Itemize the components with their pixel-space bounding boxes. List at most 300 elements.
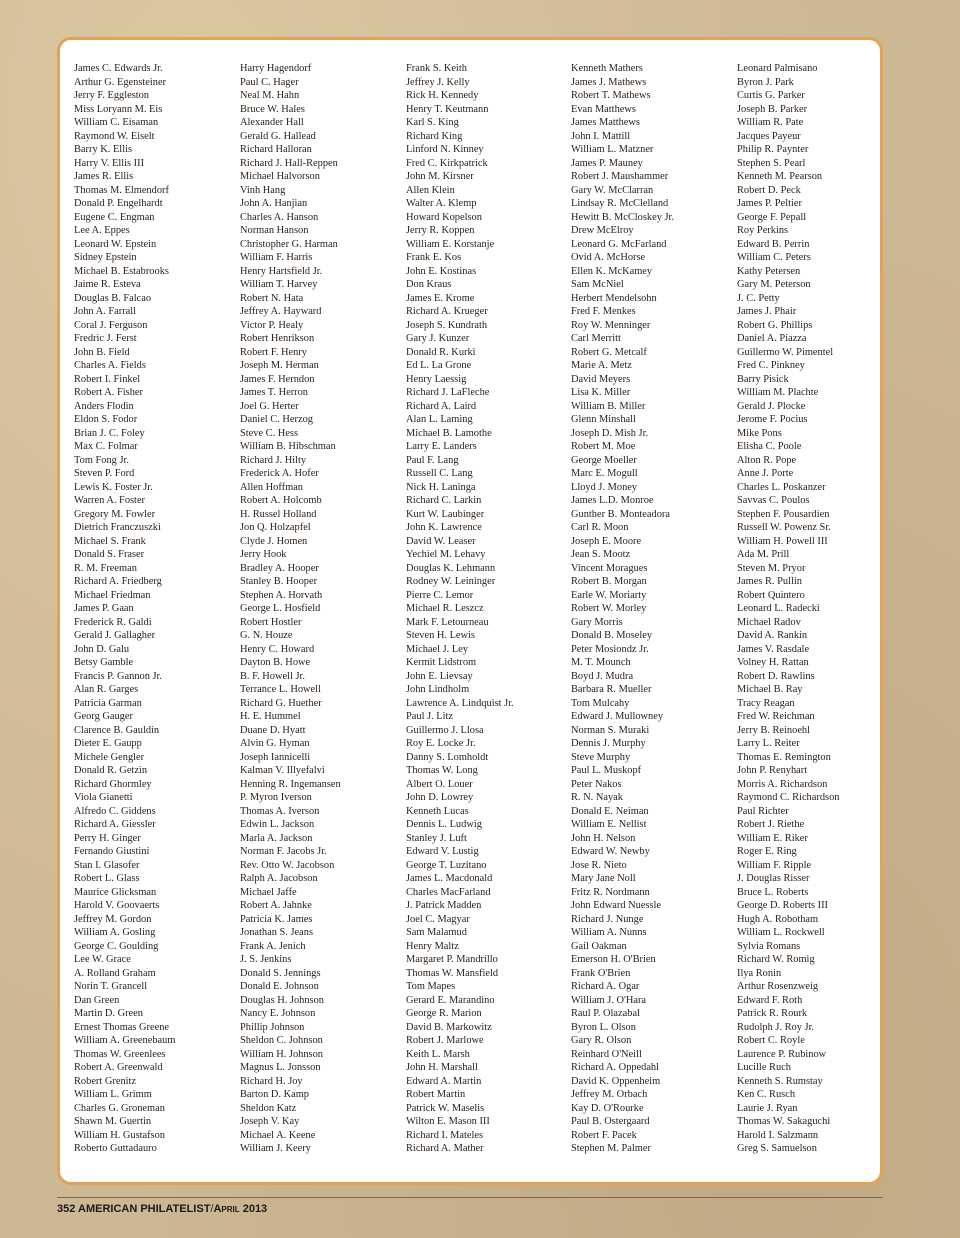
member-name: Warren A. Foster [74,495,146,506]
member-name: Thomas E. Remington [737,751,831,763]
member-name: Michael R. Leszcz [406,603,484,614]
member-name: Russell W. Powenz Sr. [737,522,831,533]
member-name: Thomas A. Iverson [240,805,320,817]
member-name: William L. Rockwell [737,927,825,938]
member-name: Fred C. Kirkpatrick [406,157,488,169]
member-name: James C. Edwards Jr. [74,63,163,74]
member-name: Dennis L. Ludwig [406,819,482,830]
member-name: Lawrence A. Lindquist Jr. [406,697,514,709]
member-name: Douglas K. Lehmann [406,562,496,574]
member-name: Frank A. Jenich [240,940,306,952]
member-name: George Moeller [571,454,637,466]
member-name: Kurt W. Laubinger [406,508,485,520]
member-name: Margaret P. Mandrillo [406,954,498,965]
member-name: Larry L. Reiter [737,738,800,749]
member-name: Norman S. Muraki [571,724,650,736]
member-name: Richard Halloran [240,144,312,155]
member-name: Miss Loryann M. Eis [74,103,163,115]
member-name: Frank O'Brien [571,967,631,979]
member-name: Pierre C. Lemor [406,589,474,601]
member-name: Gary R. Olson [571,1035,632,1046]
member-name: Neal M. Hahn [240,90,300,101]
member-name: Boyd J. Mudra [571,670,634,682]
member-name: Joseph E. Moore [571,535,642,547]
member-name: Roger E. Ring [737,846,797,857]
member-name: Kathy Petersen [737,265,801,277]
member-name: Leonard Palmisano [737,63,818,74]
member-name: Morris A. Richardson [737,778,828,790]
name-column-1 [74,62,175,1156]
member-name: Robert M. Moe [571,441,636,452]
member-name: James E. Krome [406,292,475,304]
member-name: Leonard G. McFarland [571,238,667,250]
member-name: Keith L. Marsh [406,1048,470,1060]
member-name: Robert Hostler [240,616,302,628]
member-name: George T. Luzitano [406,859,487,871]
member-name: Henry C. Howard [240,643,315,655]
member-name: Paul B. Ostergaard [571,1116,650,1127]
magazine-title: AMERICAN PHILATELIST [78,1203,211,1215]
member-name: William L. Grimm [74,1089,152,1100]
member-name: Henry T. Keutmann [406,103,489,115]
member-name: Herbert Mendelsohn [571,292,657,304]
member-name: Laurence P. Rubinow [737,1048,827,1060]
member-name: Tom Fong Jr. [74,454,129,466]
member-name: Charles A. Hanson [240,211,319,223]
member-name: Raul P. Olazabal [571,1008,640,1019]
member-name: William A. Nunns [571,927,647,938]
member-name: James R. Pullin [737,576,802,587]
member-name: George F. Pepall [737,211,807,223]
member-name: Emerson H. O'Brien [571,954,656,965]
member-name: Byron J. Park [737,76,794,88]
member-name: William C. Peters [737,252,811,263]
member-name: Robert G. Metcalf [571,346,647,358]
member-name: Jerry B. Reinoehl [737,724,811,736]
member-name: James J. Mathews [571,76,647,88]
member-name: Kenneth Mathers [571,63,643,74]
member-name: Gregory M. Fowler [74,508,156,520]
member-name: Maurice Glicksman [74,886,157,898]
member-name: Dieter E. Gaupp [74,738,142,749]
member-name: Sam Malamud [406,927,467,938]
member-name: Thomas W. Mansfield [406,967,499,979]
member-name: James V. Rasdale [737,643,810,655]
member-name: Anne J. Porte [737,468,794,479]
member-name: Jaime R. Esteva [74,279,141,290]
member-name: Richard I. Mateles [406,1129,484,1141]
member-name: Mary Jane Noll [571,873,636,884]
member-name: James T. Herron [240,387,308,398]
member-name: Joel G. Herter [240,400,299,412]
member-name: Francis P. Gannon Jr. [74,670,163,682]
member-name: P. Myron Iverson [240,792,312,803]
member-name: Tom Mapes [406,981,456,992]
member-name: Kalman V. Illyefalvi [240,765,325,776]
member-name: Carl Merritt [571,333,621,344]
member-name: Rudolph J. Roy Jr. [737,1021,815,1033]
member-name: Kenneth Lucas [406,805,469,817]
member-name: Dan Green [74,994,120,1006]
member-name: G. N. Houze [240,630,293,641]
member-name: Rick H. Kennedy [406,90,479,101]
member-name: Stephen F. Pousardien [737,508,830,520]
member-name: Evan Matthews [571,103,636,115]
member-name: James P. Mauney [571,157,643,169]
member-name: Rodney W. Leininger [406,576,496,587]
member-name: Raymond W. Eiselt [74,130,155,142]
member-name: Paul Richter [737,805,789,817]
member-name: Alfredo C. Giddens [74,805,156,817]
member-name: Richard J. LaFleche [406,387,490,398]
member-name: Gary M. Peterson [737,279,811,290]
member-name: William E. Korstanje [406,238,495,250]
member-name: H. E. Hummel [240,711,301,722]
member-name: Lewis K. Foster Jr. [74,481,153,493]
member-name: Eugene C. Engman [74,211,155,223]
member-name: Jonathan S. Jeans [240,927,314,938]
member-name: Vinh Hang [240,184,286,196]
member-name: Jerome F. Pocius [737,414,808,425]
member-name: Stephen A. Horvath [240,589,323,601]
member-name: Phillip Johnson [240,1021,305,1033]
member-name: Donald R. Kurki [406,346,476,358]
member-name: Ada M. Prill [737,549,790,560]
member-name: Henry Maltz [406,940,459,952]
member-name: Robert Quintero [737,589,805,601]
member-name: Joseph M. Herman [240,360,319,371]
member-name: Martin D. Green [74,1008,143,1019]
member-name: Linford N. Kinney [406,144,484,155]
member-name: Don Kraus [406,279,452,290]
member-name: Glenn Minshall [571,414,636,425]
member-name: Harold I. Salzmann [737,1129,819,1141]
member-name: Paul L. Muskopf [571,765,642,776]
member-name: Mark F. Letourneau [406,616,489,628]
member-name: Fredric J. Ferst [74,333,137,344]
member-name: Leonard L. Radecki [737,603,820,614]
member-name: Edwin L. Jackson [240,819,315,830]
member-name: John I. Mattill [571,130,631,142]
member-name: James P. Gaan [74,603,134,614]
member-name: Richard A. Oppedahl [571,1062,660,1073]
member-name: Philip R. Paynter [737,144,809,155]
member-name: Richard J. Hall-Reppen [240,157,338,169]
member-name: Lisa K. Miller [571,387,631,398]
member-name: Laurie J. Ryan [737,1102,798,1114]
member-name: Alvin G. Hyman [240,738,310,749]
member-name: William M. Plachte [737,387,819,398]
member-name: Stanley B. Hooper [240,576,318,587]
member-name: James L.D. Monroe [571,495,654,506]
member-name: Paul J. Litz [406,711,454,722]
member-name: Victor P. Healy [240,319,304,331]
member-name: Barton D. Kamp [240,1089,309,1100]
member-name: Jeffrey A. Hayward [240,306,322,317]
member-name: Harry Hagendorf [240,63,312,74]
member-name: Donald S. Jennings [240,967,321,979]
member-name: Henning R. Ingemansen [240,778,341,790]
member-name: William E. Riker [737,832,808,844]
member-name: Michael Friedman [74,589,151,601]
member-name: Donald R. Getzin [74,765,148,776]
member-name: Steven P. Ford [74,468,135,479]
member-name: Daniel A. Piazza [737,333,807,344]
member-name: Sylvia Romans [737,940,801,952]
member-name: Eldon S. Fodor [74,414,138,425]
member-name: William B. Miller [571,400,646,412]
member-name: Jeffrey M. Orbach [571,1089,648,1100]
member-name: Vincent Moragues [571,562,648,574]
member-name: James P. Peltier [737,198,802,209]
member-name: Lloyd J. Money [571,481,638,493]
member-name: Jon Q. Holzapfel [240,522,311,533]
member-name: Charles L. Poskanzer [737,481,826,493]
member-name: John Lindholm [406,684,470,695]
member-name: John K. Lawrence [406,522,482,533]
member-name: John Edward Nuessle [571,900,662,911]
member-name: Douglas B. Falcao [74,292,152,304]
member-name: Thomas W. Greenlees [74,1048,166,1060]
member-name: Harry V. Ellis III [74,157,145,169]
member-name: Kay D. O'Rourke [571,1102,644,1114]
member-name: James J. Phair [737,306,797,317]
member-name: Edward B. Perrin [737,238,810,250]
name-column-3 [406,62,514,1156]
member-name: Stan I. Glasofer [74,859,140,871]
member-name: Michael J. Ley [406,643,469,655]
member-name: Yechiel M. Lehavy [406,549,486,560]
member-name: Michael A. Keene [240,1129,316,1141]
page-number: 352 [57,1203,76,1215]
member-name: Lee W. Grace [74,954,131,965]
member-name: Gunther B. Monteadora [571,508,670,520]
member-name: Gary J. Kunzer [406,333,470,344]
member-name: Steve C. Hess [240,427,299,439]
member-name: Stephen S. Pearl [737,157,806,169]
member-name: Bruce W. Hales [240,103,305,115]
member-name: Patricia Garman [74,697,142,709]
member-name: Robert D. Peck [737,184,801,196]
member-name: James Matthews [571,117,640,128]
issue-date: April 2013 [213,1203,268,1215]
member-name: Joseph B. Parker [737,103,808,115]
member-name: R. M. Freeman [74,562,137,574]
member-name: Richard J. Hilty [240,454,307,466]
member-name: Robert A. Holcomb [240,495,322,506]
member-name: Greg S. Samuelson [737,1143,817,1154]
member-name: Terrance L. Howell [240,684,321,695]
member-name: Donald E. Johnson [240,981,319,992]
member-name: Robert I. Finkel [74,373,141,385]
member-name: Gerald G. Hallead [240,130,316,142]
member-name: Edward A. Martin [406,1075,482,1087]
member-name: J. Douglas Risser [737,873,810,884]
member-name: Richard A. Laird [406,400,477,412]
member-name: Donald E. Neiman [571,805,649,817]
member-name: Joseph V. Kay [240,1116,300,1127]
member-name: R. N. Nayak [571,792,623,803]
member-name: Anders Flodin [74,400,134,412]
member-name: Douglas H. Johnson [240,994,324,1006]
member-name: John E. Kostinas [406,265,477,277]
member-name: Bradley A. Hooper [240,562,319,574]
member-name: Michael B. Ray [737,684,803,695]
member-name: Byron L. Olson [571,1021,636,1033]
member-name: Henry Laessig [406,373,467,385]
member-name: Paul C. Hager [240,76,299,88]
member-name: Allen Klein [406,184,455,196]
member-name: Savvas C. Poulos [737,495,810,506]
member-name: Roy W. Menninger [571,319,651,331]
member-name: Shawn M. Guertin [74,1116,152,1127]
member-name: Henry Hartsfield Jr. [240,265,323,277]
member-name: Jeffrey M. Gordon [74,913,152,925]
member-name: William E. Nellist [571,819,647,830]
member-name: Howard Kopelson [406,211,482,223]
member-name: William H. Gustafson [74,1129,166,1141]
member-name: Kenneth M. Pearson [737,171,823,182]
member-name: John E. Lievsay [406,670,473,682]
member-name: Stanley J. Luft [406,832,467,844]
member-name: Sidney Epstein [74,252,137,263]
member-name: Max C. Folmar [74,441,138,452]
member-name: Edward W. Newby [571,846,650,857]
member-name: Gerald J. Plocke [737,400,806,412]
footer-divider [57,1197,883,1198]
name-column-4 [571,62,674,1156]
member-name: Norman F. Jacobs Jr. [240,846,327,857]
member-name: William B. Hibschman [240,441,336,452]
member-name: Georg Gauger [74,711,133,722]
member-name: B. F. Howell Jr. [240,670,305,682]
member-name: John A. Farrall [74,306,137,317]
member-name: Ovid A. McHorse [571,252,646,263]
member-name: Dayton B. Howe [240,657,311,668]
member-name: Kenneth S. Rumstay [737,1075,823,1087]
member-name: Viola Gianetti [74,792,133,803]
member-name: Frank E. Kos [406,252,462,263]
member-name: Joseph Iannicelli [240,751,311,763]
member-name: Robert F. Henry [240,346,307,358]
member-name: M. T. Mounch [571,657,631,668]
member-name: Guillermo J. Llosa [406,724,484,736]
member-name: Barbara R. Mueller [571,684,652,695]
member-name: Drew McElroy [571,225,634,236]
member-name: Elisha C. Poole [737,441,802,452]
member-name: Richard C. Larkin [406,495,482,506]
member-name: David K. Oppenheim [571,1075,661,1087]
member-name: Tracy Reagan [737,697,795,709]
member-name-columns [74,62,874,1162]
member-name: Albert O. Louer [406,778,473,790]
member-name: Michael B. Estabrooks [74,265,169,277]
member-name: Karl S. King [406,117,459,128]
member-name: Michael B. Lamothe [406,427,492,439]
member-name: Norin T. Grancell [74,981,148,992]
member-name: Steven H. Lewis [406,630,475,641]
member-name: Robert Henrikson [240,333,315,344]
member-name: Leonard W. Epstein [74,238,157,250]
member-name: Fred W. Reichman [737,711,815,722]
member-name: David W. Leaser [406,535,476,547]
member-name: Steven M. Pryor [737,562,806,574]
member-name: William J. O'Hara [571,994,647,1006]
member-name: Danny S. Lomholdt [406,751,489,763]
member-name: Reinhard O'Neill [571,1048,642,1060]
member-name: Jerry Hook [240,549,287,560]
member-name: Earle W. Moriarty [571,589,647,601]
member-name: Lucille Ruch [737,1062,791,1073]
member-name: Nancy E. Johnson [240,1008,316,1019]
member-name: Volney H. Rattan [737,657,809,668]
member-name: Allen Hoffman [240,481,304,493]
member-name: Thomas W. Long [406,765,478,776]
member-name: Ralph A. Jacobson [240,873,318,884]
member-name: Bruce L. Roberts [737,886,809,898]
member-name: Perry H. Ginger [74,832,141,844]
member-name: Jerry R. Koppen [406,225,475,236]
member-name: Richard A. Friedberg [74,576,162,587]
member-name: John D. Lowrey [406,792,474,803]
member-name: John M. Kirsner [406,171,474,182]
member-name: Ed L. La Grone [406,360,472,371]
member-name: William H. Johnson [240,1048,323,1060]
member-name: Charles A. Fields [74,360,146,371]
member-name: Richard Ghormley [74,778,152,790]
member-name: Charles G. Groneman [74,1102,165,1114]
member-name: Richard H. Joy [240,1075,303,1087]
member-name: Fred C. Pinkney [737,360,805,371]
member-name: Gary Morris [571,616,623,628]
member-name: Joseph D. Mish Jr. [571,427,649,439]
member-name: Robert A. Jahnke [240,900,312,911]
member-name: Barry Pisick [737,373,789,385]
member-name: Joel C. Magyar [406,913,470,925]
member-name: Joseph S. Kundrath [406,319,488,331]
member-name: William L. Matzner [571,144,654,155]
member-name: H. Russel Holland [240,508,317,520]
member-name: Ellen K. McKamey [571,265,653,277]
member-name: Harold V. Goovaerts [74,900,160,911]
member-name: Jerry F. Eggleston [74,90,150,101]
member-name: Richard A. Krueger [406,306,488,317]
member-name: Robert J. Maushammer [571,171,669,182]
member-name: Fernando Giustini [74,846,150,857]
member-name: George R. Marion [406,1008,482,1019]
member-name: Norman Hanson [240,225,309,236]
member-name: Larry E. Landers [406,441,477,452]
member-name: Frederick R. Galdi [74,616,152,628]
member-name: Donald P. Engelhardt [74,198,163,209]
member-name: Guillermo W. Pimentel [737,346,834,358]
member-name: Carl R. Moon [571,522,629,533]
member-name: Peter Nakos [571,778,622,790]
member-name: Hugh A. Robotham [737,913,819,925]
member-name: William F. Ripple [737,859,812,871]
member-name: Robert J. Riethe [737,819,805,830]
member-name: William R. Pate [737,117,804,128]
member-name: Curtis G. Parker [737,90,805,101]
member-name: Marla A. Jackson [240,832,313,844]
member-name: John H. Nelson [571,832,636,844]
member-name: Donald S. Fraser [74,549,145,560]
member-name: James L. Macdonald [406,873,493,884]
member-name: Alan R. Garges [74,684,139,695]
member-name: David B. Markowitz [406,1021,492,1033]
member-name: Robert T. Mathews [571,90,651,101]
member-name: George L. Hosfield [240,603,321,614]
